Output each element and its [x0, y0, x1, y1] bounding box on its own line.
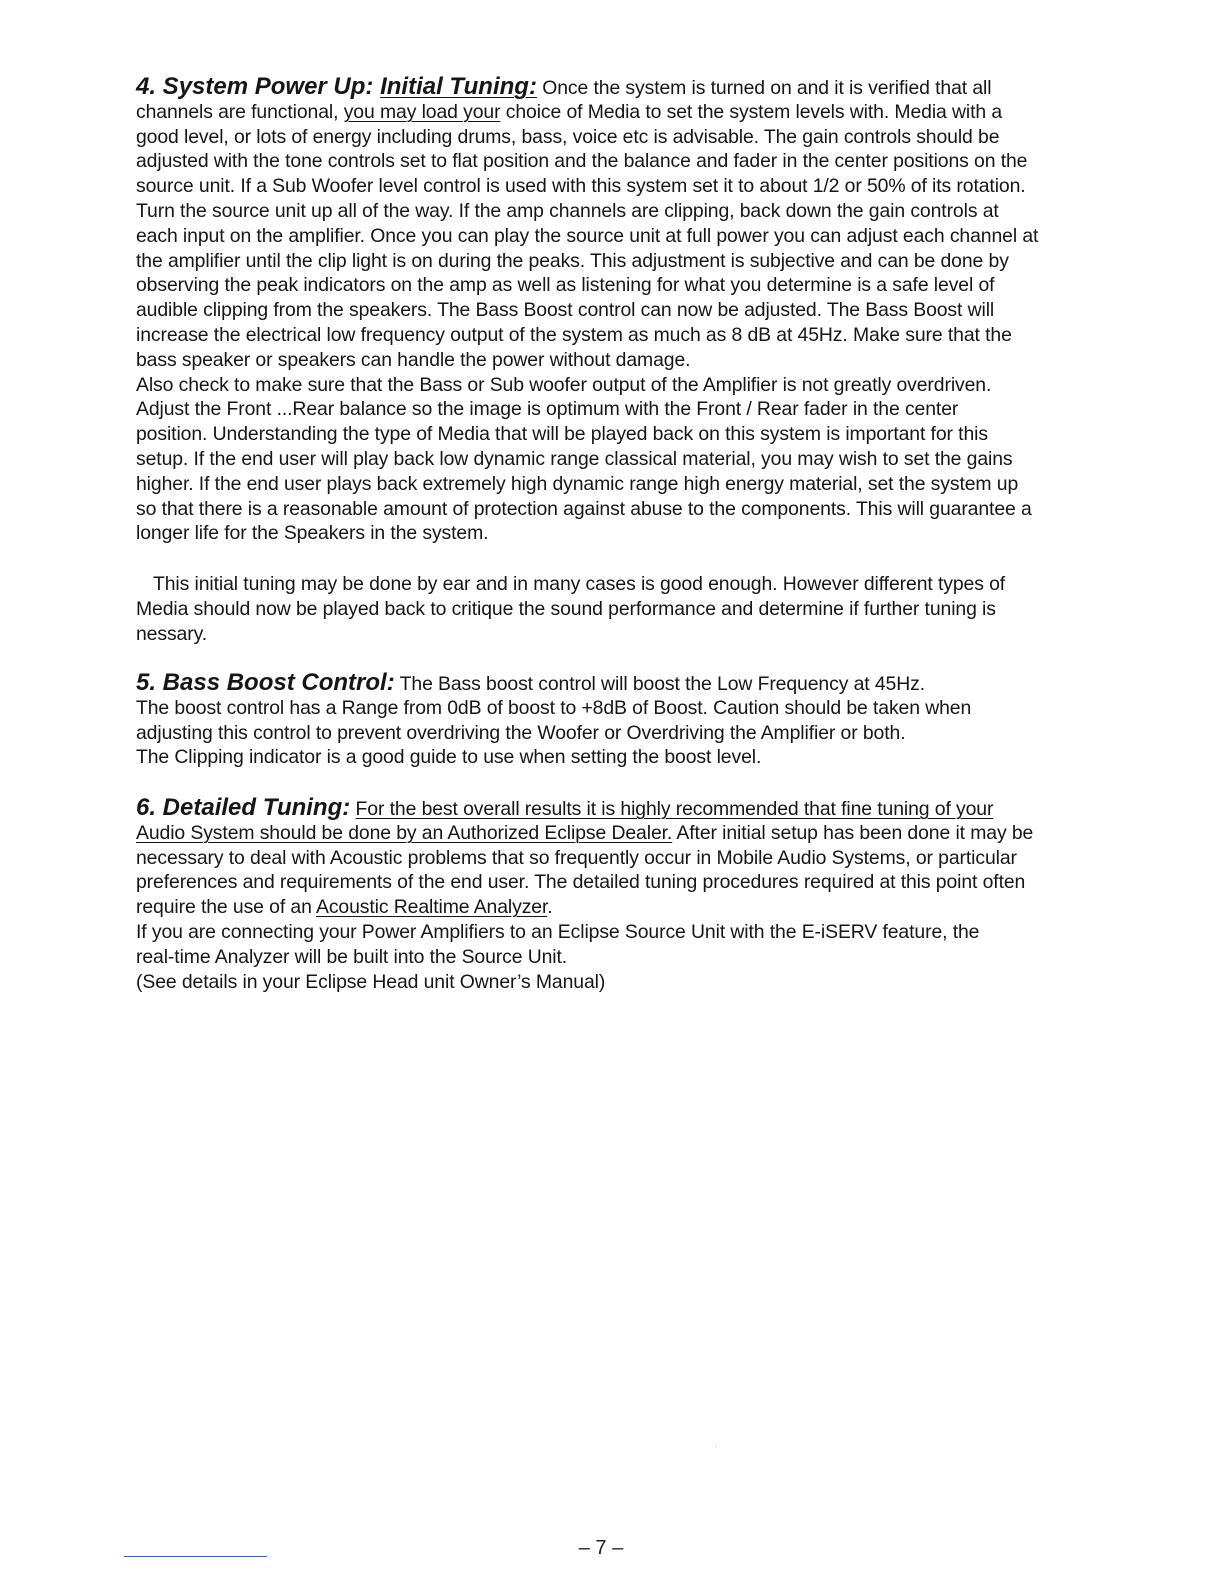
text-line: each input on the amplifier. Once you can play the source unit at full power you can adjust each channel at: [136, 224, 1039, 247]
text-line: Also check to make sure that the Bass or Sub woofer output of the Amplifier is not greatly overdriven.: [136, 373, 992, 396]
text-line: Adjust the Front ...Rear balance so the image is optimum with the Front / Rear fader in the center: [136, 398, 959, 421]
text-line: the amplifier until the clip light is on during the peaks. This adjustment is subjective and can be done by: [136, 249, 1009, 272]
text-line: audible clipping from the speakers. The Bass Boost control can now be adjusted. The Bass Boost will: [136, 299, 995, 322]
section-bass-boost-control: [136, 671, 1096, 770]
text-line: longer life for the Speakers in the system.: [136, 522, 489, 545]
text-line: The Clipping indicator is a good guide to use when setting the boost level.: [136, 746, 762, 769]
section-4-first-line: [136, 75, 1096, 100]
section-6-heading: 6. Detailed Tuning:: [136, 794, 351, 821]
text-line: If you are connecting your Power Amplifiers to an Eclipse Source Unit with the E-iSERV feature, the: [136, 920, 980, 943]
section-5-first-line: [136, 671, 1096, 696]
text-line: require the use of an Acoustic Realtime Analyzer.: [136, 896, 553, 919]
text-line: position. Understanding the type of Media that will be played back on this system is important for this: [136, 423, 988, 446]
acoustic-realtime-analyzer-phrase: Acoustic Realtime Analyzer: [316, 896, 548, 919]
text-line: adjusted with the tone controls set to flat position and the balance and fader in the center positions on the: [136, 150, 1028, 173]
footer-rule: [124, 1556, 267, 1557]
section-4-paragraph-2: [136, 572, 1096, 646]
text-line: (See details in your Eclipse Head unit Owner’s Manual): [136, 970, 606, 993]
text-line: nessary.: [136, 622, 208, 645]
text-line: The Bass boost control will boost the Low Frequency at 45Hz.: [394, 673, 925, 695]
text-line: source unit. If a Sub Woofer level control is used with this system set it to about 1/2 or 50% of its rotation.: [136, 175, 1026, 198]
section-detailed-tuning: [136, 796, 1096, 994]
section-6-first-line: [136, 796, 1096, 821]
text-line: This initial tuning may be done by ear and in many cases is good enough. However different types of: [153, 573, 1006, 595]
section-4-heading: 4. System Power Up:: [136, 73, 381, 100]
text-line: real-time Analyzer will be built into the Source Unit.: [136, 945, 568, 968]
text-line: Once the system is turned on and it is verified that all: [536, 77, 992, 99]
text-line: observing the peak indicators on the amp as well as listening for what you determine is a safe level of: [136, 274, 995, 297]
section-5-heading: 5. Bass Boost Control:: [136, 669, 395, 696]
text-line: Media should now be played back to critique the sound performance and determine if further tuning is: [136, 597, 996, 620]
text-line: higher. If the end user plays back extremely high dynamic range high energy material, set the system up: [136, 472, 1019, 495]
text-line: necessary to deal with Acoustic problems that so frequently occur in Mobile Audio Systems, or particular: [136, 846, 1017, 869]
text-line: so that there is a reasonable amount of protection against abuse to the components. This will guarantee a: [136, 497, 1032, 520]
text-line: The boost control has a Range from 0dB of boost to +8dB of Boost. Caution should be taken when: [136, 696, 972, 719]
text-line: Audio System should be done by an Authorized Eclipse Dealer. After initial setup has been done it may be: [136, 821, 1034, 844]
scan-speck: [716, 1446, 717, 1447]
page-number: – 7 –: [578, 1537, 624, 1559]
section-4-heading-initial-tuning: Initial Tuning:: [380, 73, 537, 100]
section-system-power-up: [136, 75, 1096, 546]
text-line: Turn the source unit up all of the way. If the amp channels are clipping, back down the gain controls at: [136, 199, 999, 222]
text-line: adjusting this control to prevent overdriving the Woofer or Overdriving the Amplifier or both.: [136, 721, 906, 744]
text-line: preferences and requirements of the end user. The detailed tuning procedures required at this point often: [136, 871, 1026, 894]
underlined-phrase: For the best overall results it is highly recommended that fine tuning of your: [355, 798, 994, 820]
underlined-phrase: you may load your: [343, 100, 501, 123]
text-line: increase the electrical low frequency output of the system as much as 8 dB at 45Hz. Make sure that the: [136, 323, 1012, 346]
text-line: bass speaker or speakers can handle the power without damage.: [136, 348, 691, 371]
text-line: channels are functional, you may load your choice of Media to set the system levels with. Media with a: [136, 100, 1003, 123]
text-line: good level, or lots of energy including drums, bass, voice etc is advisable. The gain controls should be: [136, 125, 1000, 148]
text-line: setup. If the end user will play back low dynamic range classical material, you may wish to set the gains: [136, 447, 1013, 470]
underlined-phrase: Audio System should be done by an Authorized Eclipse Dealer.: [136, 821, 673, 844]
